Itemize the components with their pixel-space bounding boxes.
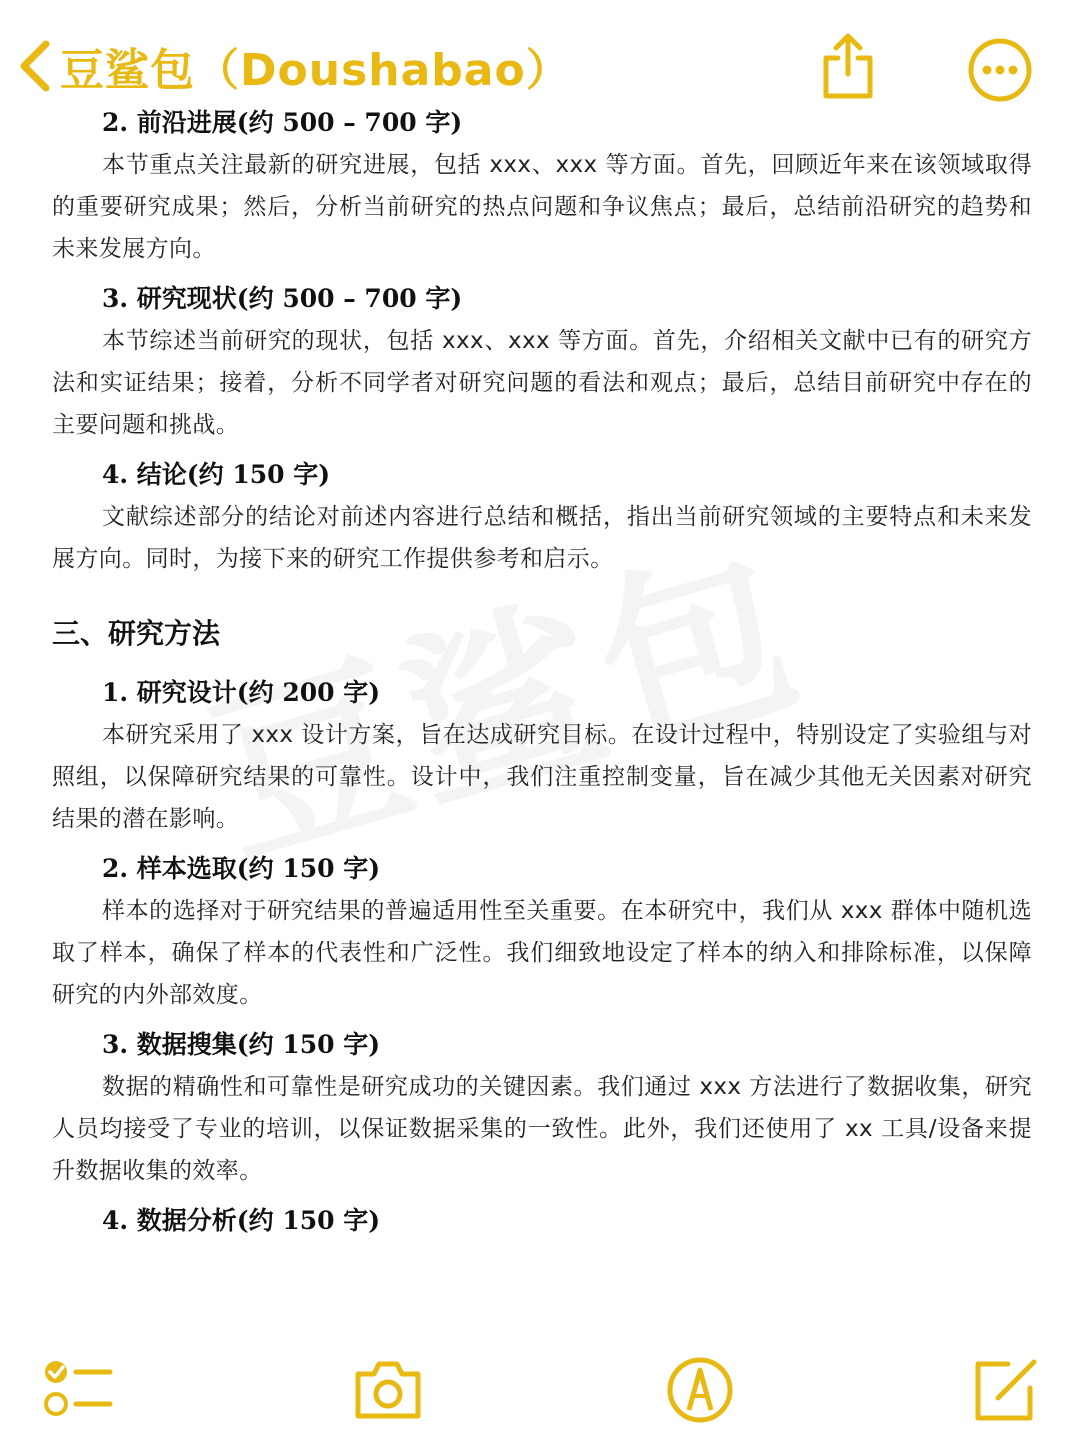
markup-pen-icon[interactable]	[662, 1354, 738, 1424]
share-icon[interactable]	[816, 30, 880, 102]
section-heading: 三、研究方法	[52, 617, 221, 650]
paragraph: 样本的选择对于研究结果的普遍适用性至关重要。在本研究中，我们从 xxx 群体中随机选取了样本，确保了样本的代表性和广泛性。我们细致地设定了样本的纳入和排除标准，以保障研究的内外部效度。	[52, 898, 1032, 1008]
camera-icon[interactable]	[350, 1354, 426, 1424]
subsection-heading: 2. 前沿进展(约 500 – 700 字)	[102, 108, 463, 137]
subsection-heading: 3. 研究现状(约 500 – 700 字)	[102, 284, 463, 313]
back-label: 豆鲨包（Doushabao）	[60, 45, 571, 96]
subsection-heading: 2. 样本选取(约 150 字)	[102, 854, 381, 883]
subsection-heading: 3. 数据搜集(约 150 字)	[102, 1030, 381, 1059]
subsection-heading: 1. 研究设计(约 200 字)	[102, 678, 381, 707]
back-button[interactable]	[14, 30, 571, 102]
paragraph: 文献综述部分的结论对前述内容进行总结和概括，指出当前研究领域的主要特点和未来发展方向。同时，为接下来的研究工作提供参考和启示。	[52, 504, 1032, 572]
paragraph: 数据的精确性和可靠性是研究成功的关键因素。我们通过 xxx 方法进行了数据收集，研究人员均接受了专业的培训，以保证数据采集的一致性。此外，我们还使用了 xx 工具/设备来提升数据收集的效率。	[52, 1074, 1032, 1184]
more-icon[interactable]	[966, 36, 1034, 104]
bottom-toolbar	[0, 1340, 1080, 1440]
paragraph: 本节重点关注最新的研究进展，包括 xxx、xxx 等方面。首先，回顾近年来在该领域取得的重要研究成果；然后，分析当前研究的热点问题和争议焦点；最后，总结前沿研究的趋势和未来发展方向。	[52, 152, 1032, 262]
navigation-bar	[0, 0, 1080, 110]
chevron-left-icon	[14, 36, 54, 96]
compose-icon[interactable]	[968, 1354, 1044, 1424]
paragraph: 本节综述当前研究的现状，包括 xxx、xxx 等方面。首先，介绍相关文献中已有的研究方法和实证结果；接着，分析不同学者对研究问题的看法和观点；最后，总结目前研究中存在的主要问题和挑战。	[52, 328, 1032, 438]
checklist-icon[interactable]	[40, 1354, 116, 1424]
subsection-heading: 4. 结论(约 150 字)	[102, 460, 331, 489]
subsection-heading: 4. 数据分析(约 150 字)	[102, 1206, 381, 1235]
paragraph: 本研究采用了 xxx 设计方案，旨在达成研究目标。在设计过程中，特别设定了实验组与对照组，以保障研究结果的可靠性。设计中，我们注重控制变量，旨在减少其他无关因素对研究结果的潜在影响。	[52, 722, 1032, 832]
note-content[interactable]	[52, 102, 1032, 1242]
